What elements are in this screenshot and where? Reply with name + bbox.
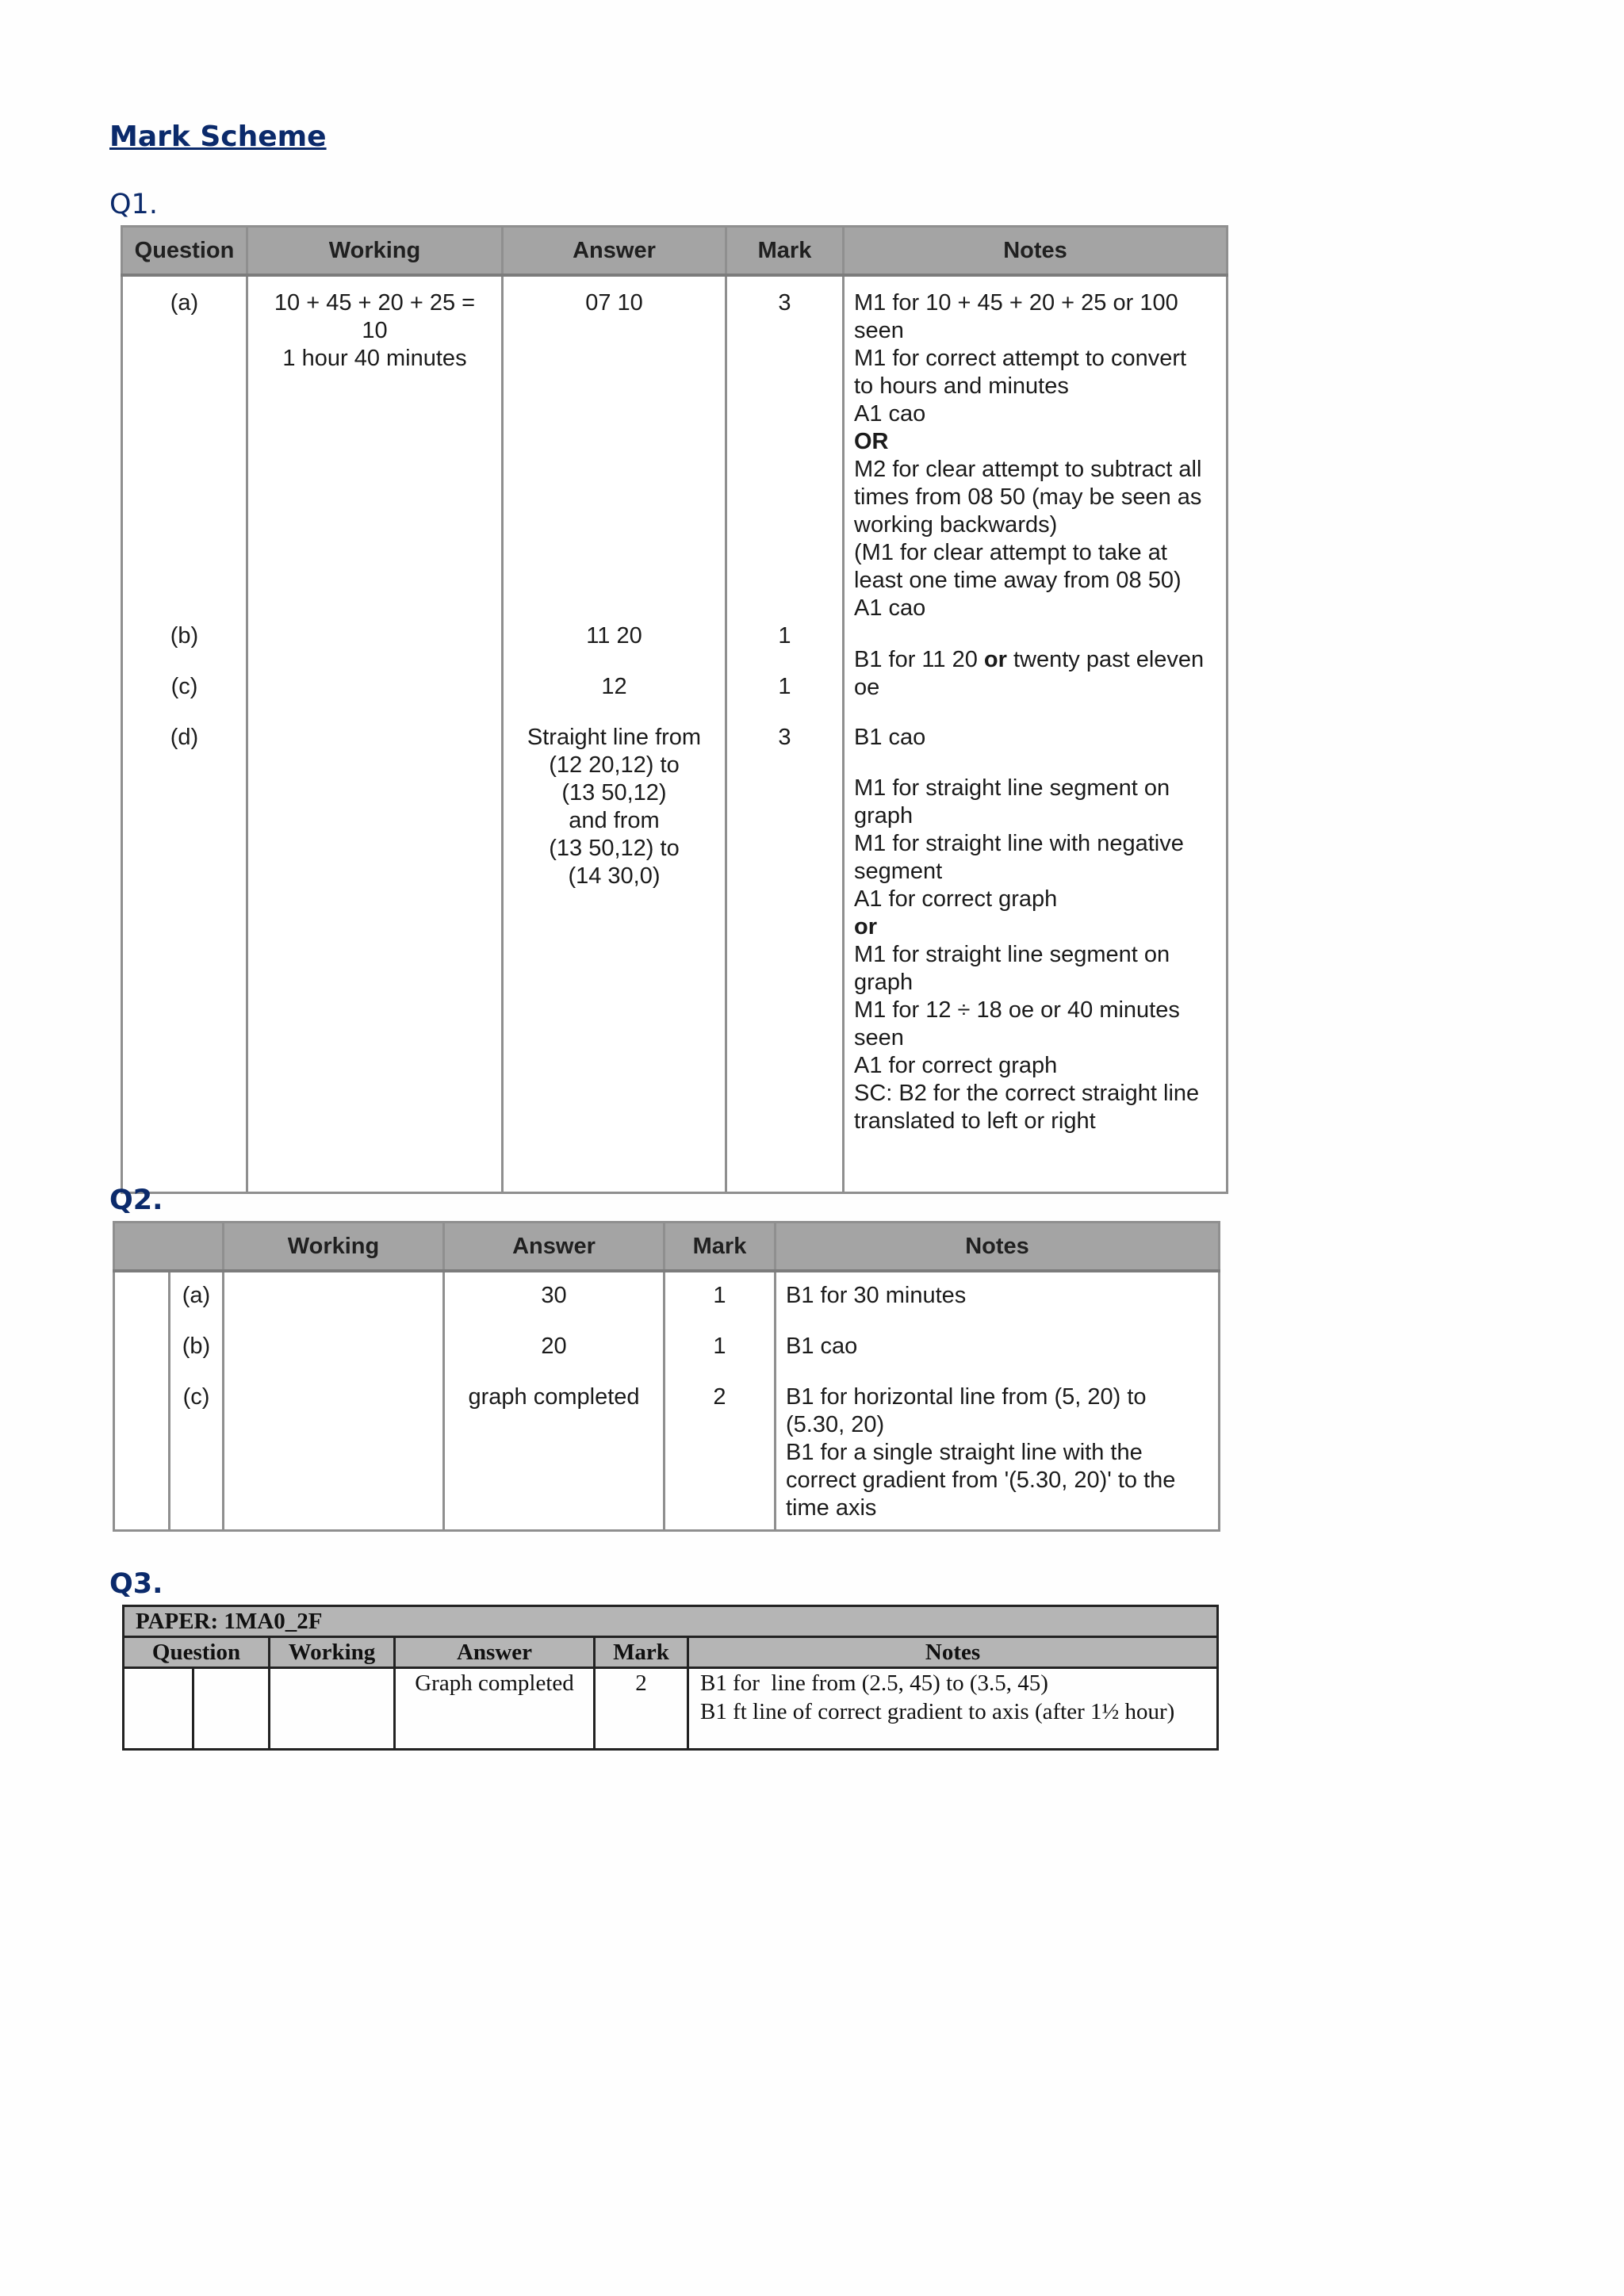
q2-label: Q2. xyxy=(109,1184,163,1216)
q1-question-col xyxy=(122,275,247,1193)
q2-blank-col xyxy=(114,1271,170,1531)
q1-notes-c: B1 cao xyxy=(854,725,926,750)
q3-table xyxy=(122,1605,1219,1751)
q1-header-working: Working xyxy=(247,227,503,276)
q2-header-row xyxy=(114,1223,1220,1272)
q2-mark-a: 1 xyxy=(713,1283,726,1308)
q1-notes-b xyxy=(854,646,1211,702)
q1-answer-c: 12 xyxy=(601,674,627,699)
q3-answer: Graph completed xyxy=(395,1668,595,1750)
q3-notes-col xyxy=(688,1668,1218,1750)
q3-header-working: Working xyxy=(270,1637,395,1668)
q1-notes-a-or: OR xyxy=(854,429,889,454)
q1-part-c: (c) xyxy=(170,674,198,699)
q2-notes-a: B1 for 30 minutes xyxy=(786,1283,967,1308)
q1-notes-b-or: or xyxy=(983,647,1007,672)
q1-notes-b-pre: B1 for 11 20 xyxy=(854,647,984,672)
q1-answer-d: Straight line from (12 20,12) to (13 50,12) and from (13 50,12) to (14 30,0) xyxy=(527,725,702,889)
q2-part-col xyxy=(170,1271,224,1531)
q2-answer-b: 20 xyxy=(541,1334,567,1359)
q1-mark-b: 1 xyxy=(778,623,791,649)
q2-header-working: Working xyxy=(224,1223,444,1272)
q1-mark-c: 1 xyxy=(778,674,791,699)
q2-part-a: (a) xyxy=(182,1283,211,1308)
q3-header-question: Question xyxy=(124,1637,270,1668)
q1-body-row xyxy=(122,275,1228,1193)
q1-mark-col xyxy=(726,275,844,1193)
q1-answer-col xyxy=(503,275,726,1193)
q2-header-answer: Answer xyxy=(444,1223,665,1272)
q1-part-d: (d) xyxy=(170,725,199,750)
q3-header-answer: Answer xyxy=(395,1637,595,1668)
q1-mark-d: 3 xyxy=(778,725,791,750)
q3-notes-2: B1 ft line of correct gradient to axis (after 1½ hour) xyxy=(700,1699,1175,1724)
q2-part-b: (b) xyxy=(182,1334,211,1359)
q1-mark-a: 3 xyxy=(778,290,791,316)
q2-header-notes: Notes xyxy=(776,1223,1220,1272)
q2-answer-col xyxy=(444,1271,665,1531)
q1-header-question: Question xyxy=(122,227,247,276)
q3-working-col xyxy=(270,1668,395,1750)
q2-answer-c: graph completed xyxy=(468,1384,640,1410)
q3-body-row xyxy=(124,1668,1218,1750)
q2-mark-col xyxy=(665,1271,776,1531)
q1-working-a: 10 + 45 + 20 + 25 = 10 1 hour 40 minutes xyxy=(274,290,476,371)
q3-label: Q3. xyxy=(109,1568,163,1600)
q1-notes-d2: M1 for straight line segment on graph M1 for 12 ÷ 18 oe or 40 minutes seen A1 for correct graph SC: B2 for the correct straight line translated to left or right xyxy=(854,942,1200,1134)
q3-paper-row xyxy=(124,1606,1218,1637)
q2-notes-c: B1 for horizontal line from (5, 20) to (5.30, 20) B1 for a single straight line with the correct gradient from '(5.30, 20)' to the time axis xyxy=(786,1384,1176,1521)
q3-header-notes: Notes xyxy=(688,1637,1218,1668)
q1-table xyxy=(121,225,1228,1194)
q3-header-row xyxy=(124,1637,1218,1668)
q2-notes-b: B1 cao xyxy=(786,1334,858,1359)
q1-notes-a: M1 for 10 + 45 + 20 + 25 or 100 seen M1 for correct attempt to convert to hours and minutes A1 cao xyxy=(854,290,1187,427)
q3-question-col-1 xyxy=(124,1668,193,1750)
q1-header-row xyxy=(122,227,1228,276)
q2-mark-b: 1 xyxy=(713,1334,726,1359)
q1-notes-col xyxy=(844,275,1228,1193)
q2-part-c: (c) xyxy=(182,1384,210,1410)
q2-body-row xyxy=(114,1271,1220,1531)
q2-mark-c: 2 xyxy=(713,1384,726,1410)
q3-mark: 2 xyxy=(595,1668,688,1750)
q1-notes-b-post: twenty past eleven oe xyxy=(854,647,1205,700)
q2-answer-a: 30 xyxy=(541,1283,567,1308)
q1-header-notes: Notes xyxy=(844,227,1228,276)
q1-notes-d-or: or xyxy=(854,914,877,939)
q2-header-mark: Mark xyxy=(665,1223,776,1272)
q1-header-answer: Answer xyxy=(503,227,726,276)
q3-question-col-2 xyxy=(193,1668,270,1750)
q1-label: Q1. xyxy=(109,189,158,220)
q1-header-mark: Mark xyxy=(726,227,844,276)
q1-part-b: (b) xyxy=(170,623,199,649)
q1-answer-b: 11 20 xyxy=(586,623,642,649)
page-title: Mark Scheme xyxy=(109,121,327,153)
q1-notes-d1: M1 for straight line segment on graph M1 for straight line with negative segment A1 for correct graph xyxy=(854,775,1184,912)
q2-header-blank xyxy=(114,1223,224,1272)
q3-header-mark: Mark xyxy=(595,1637,688,1668)
q1-answer-a: 07 10 xyxy=(585,290,643,316)
q3-notes-1: B1 for line from (2.5, 45) to (3.5, 45) xyxy=(700,1670,1048,1696)
q2-table xyxy=(113,1221,1220,1532)
q2-notes-col xyxy=(776,1271,1220,1531)
q1-notes-a2: M2 for clear attempt to subtract all times from 08 50 (may be seen as working backwards) (M1 for clear attempt to take at least one time away from 08 50) A1 cao xyxy=(854,457,1202,621)
q1-part-a: (a) xyxy=(170,290,199,316)
q1-working-col xyxy=(247,275,503,1193)
q3-paper-title: PAPER: 1MA0_2F xyxy=(124,1606,1218,1637)
q2-working-col xyxy=(224,1271,444,1531)
